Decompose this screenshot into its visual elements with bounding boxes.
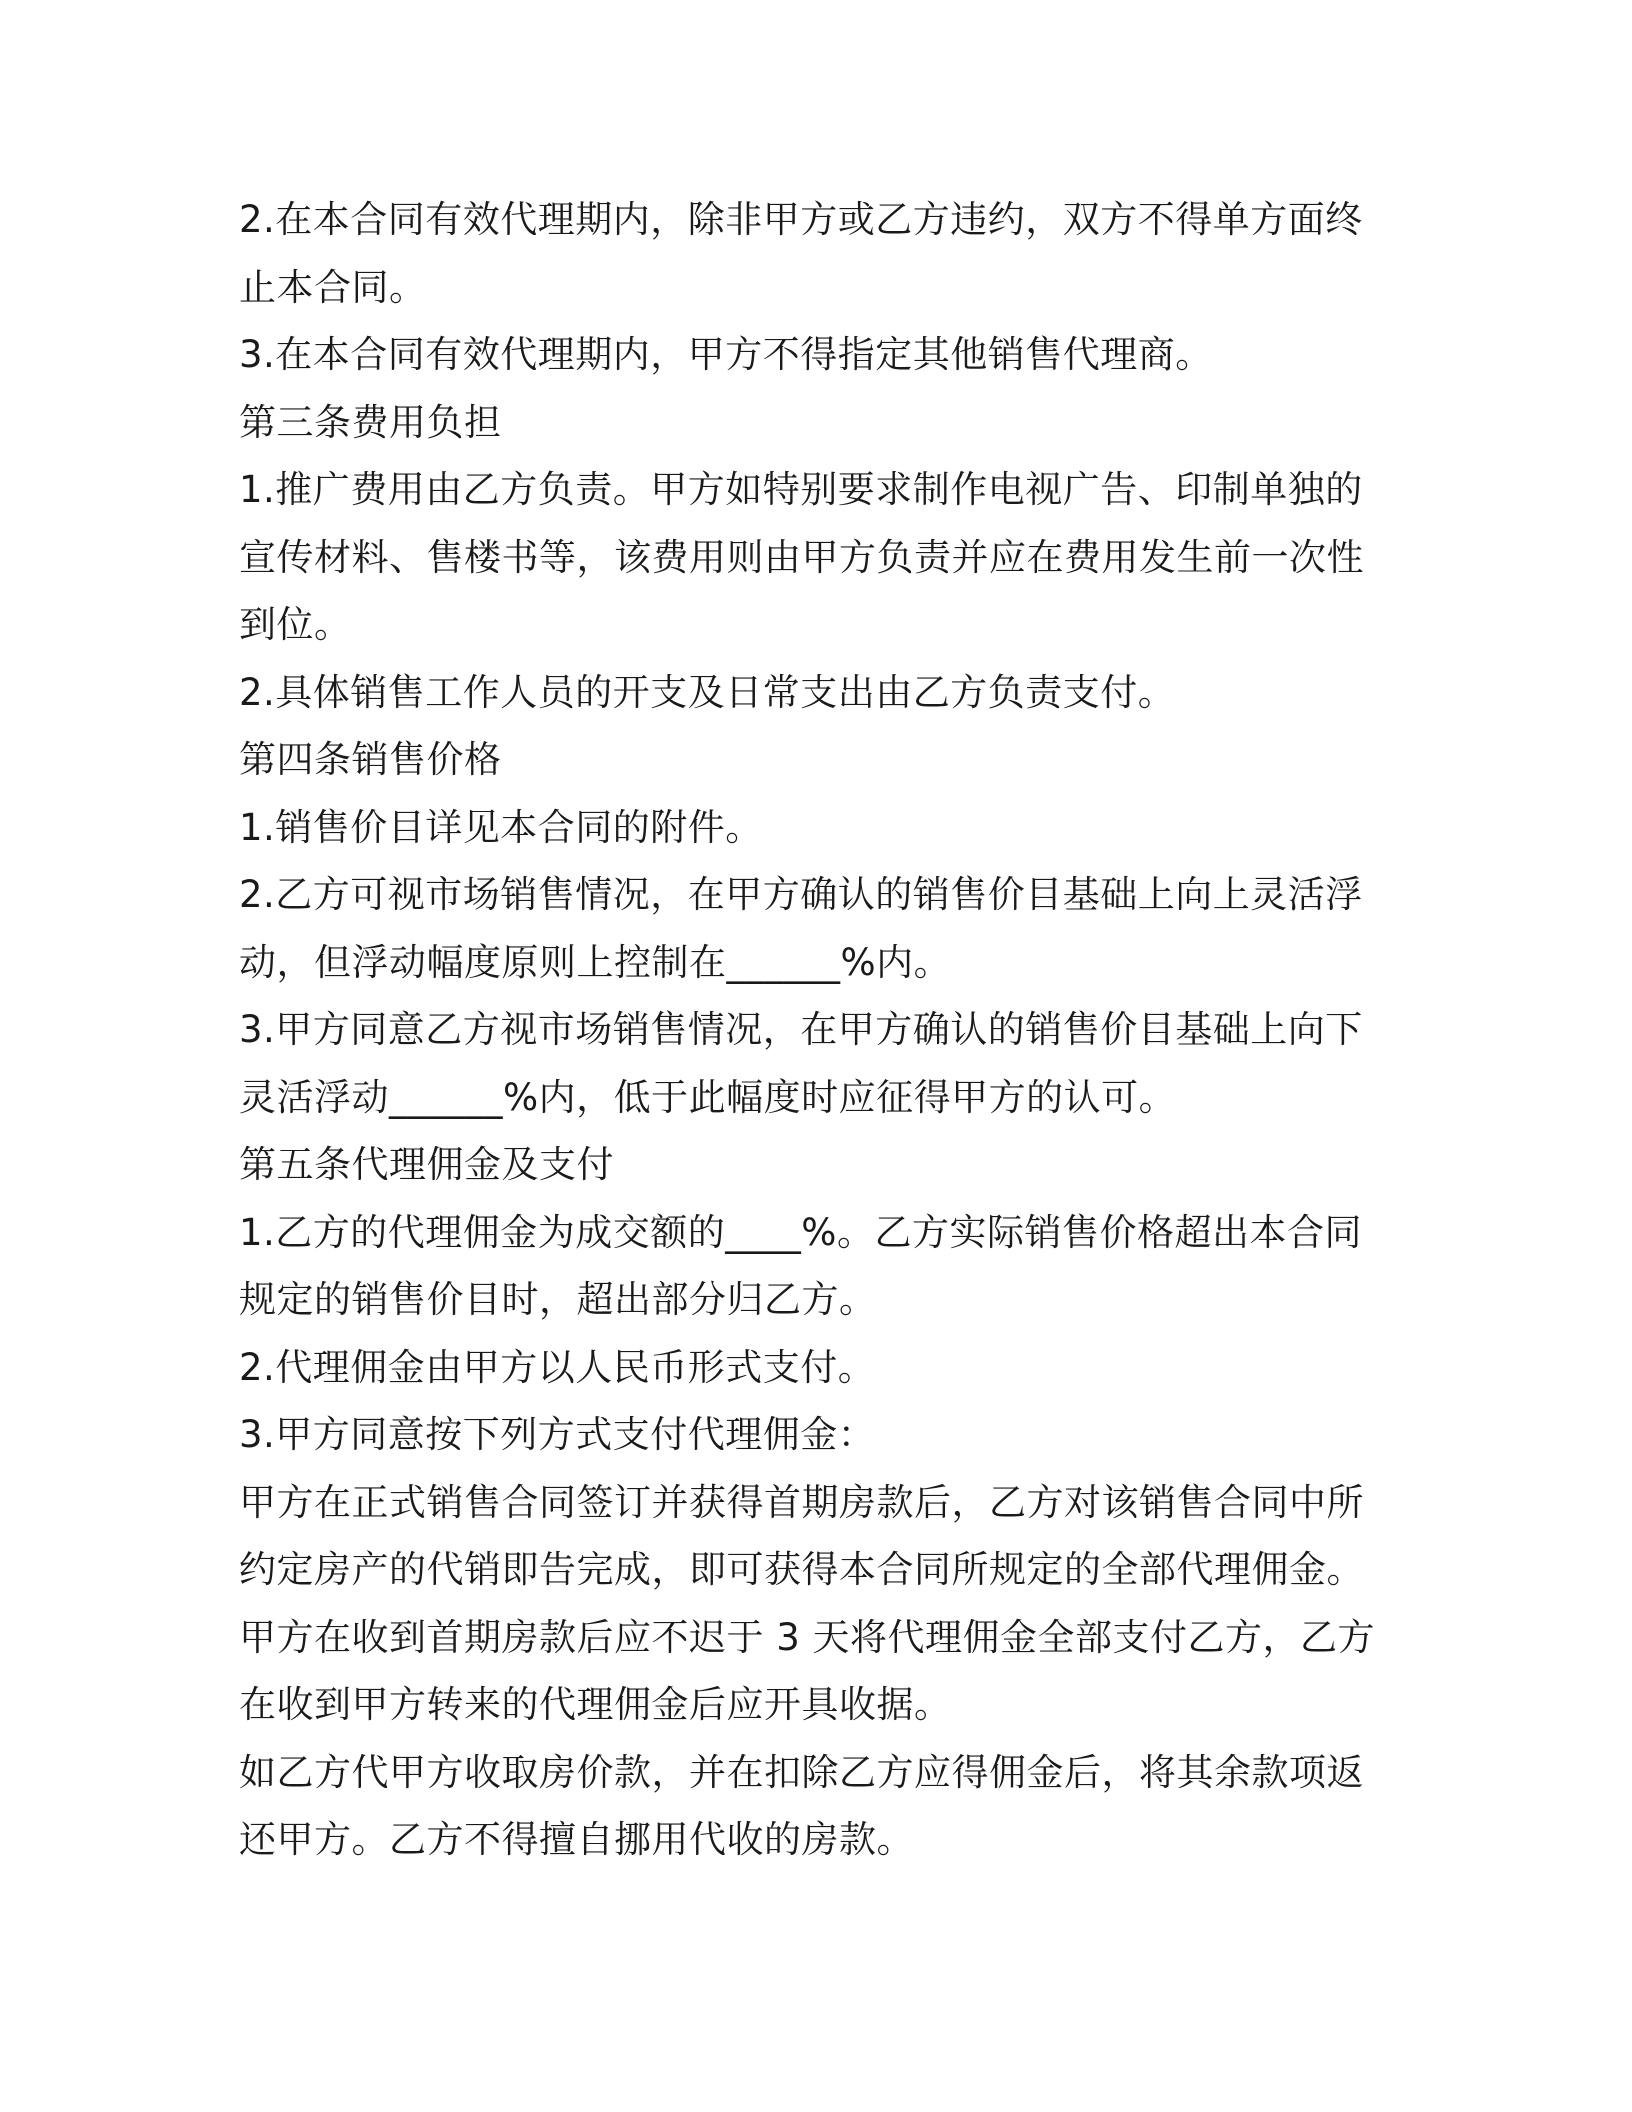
clause-4-1: 1.销售价目详见本合同的附件。 <box>239 805 763 849</box>
clause-2-3: 3.在本合同有效代理期内，甲方不得指定其他销售代理商。 <box>239 333 1213 376</box>
article-5-heading: 第五条代理佣金及支付 <box>239 1143 614 1186</box>
clause-5-2: 2.代理佣金由甲方以人民币形式支付。 <box>239 1345 876 1389</box>
clause-2-2: 2.在本合同有效代理期内，除非甲方或乙方违约，双方不得单方面终止本合同。 <box>239 198 1363 309</box>
article-4-heading: 第四条销售价格 <box>239 738 502 781</box>
clause-3-2: 2.具体销售工作人员的开支及日常支出由乙方负责支付。 <box>239 670 1176 714</box>
payment-paragraph-2: 甲方在收到首期房款后应不迟于 3 天将代理佣金全部支付乙方，乙方在收到甲方转来的代理佣金后应开具收据。 <box>239 1615 1376 1726</box>
document-body <box>239 186 1399 1874</box>
payment-paragraph-1: 甲方在正式销售合同签订并获得首期房款后，乙方对该销售合同中所约定房产的代销即告完成，即可获得本合同所规定的全部代理佣金。 <box>239 1480 1364 1591</box>
clause-4-3: 3.甲方同意乙方视市场销售情况，在甲方确认的销售价目基础上向下灵活浮动______%内，低于此幅度时应征得甲方的认可。 <box>239 1008 1363 1119</box>
clause-5-1: 1.乙方的代理佣金为成交额的____%。乙方实际销售价格超出本合同规定的销售价目时，超出部分归乙方。 <box>239 1210 1362 1321</box>
clause-5-3: 3.甲方同意按下列方式支付代理佣金： <box>239 1413 876 1456</box>
clause-3-1: 1.推广费用由乙方负责。甲方如特别要求制作电视广告、印制单独的宣传材料、售楼书等，该费用则由甲方负责并应在费用发生前一次性到位。 <box>239 468 1364 646</box>
clause-4-2: 2.乙方可视市场销售情况，在甲方确认的销售价目基础上向上灵活浮动，但浮动幅度原则上控制在______%内。 <box>239 873 1363 984</box>
payment-paragraph-3: 如乙方代甲方收取房价款，并在扣除乙方应得佣金后，将其余款项返还甲方。乙方不得擅自挪用代收的房款。 <box>239 1750 1364 1861</box>
article-3-heading: 第三条费用负担 <box>239 400 502 444</box>
